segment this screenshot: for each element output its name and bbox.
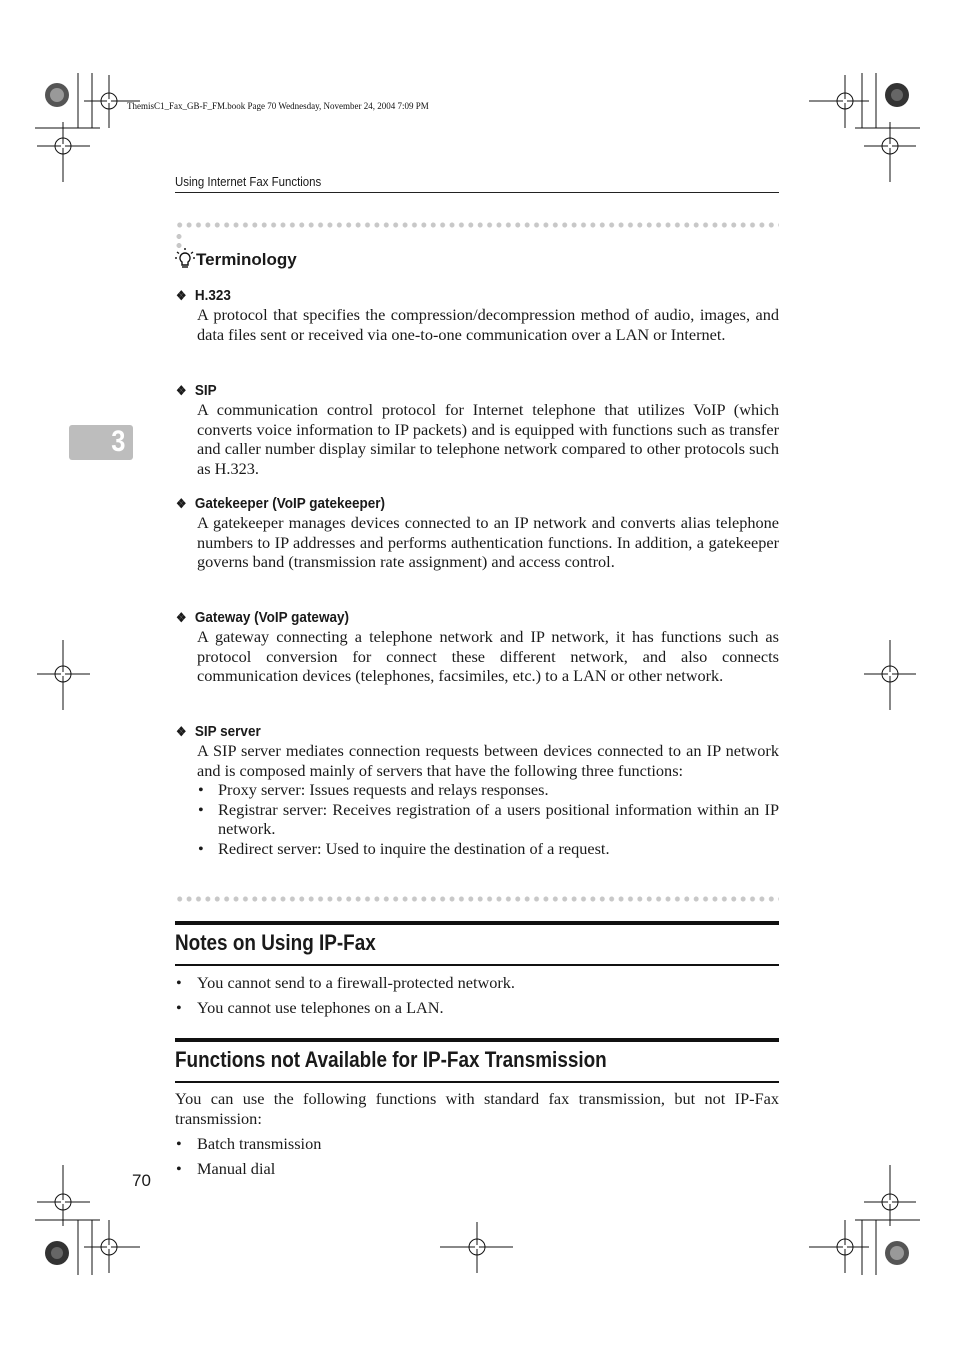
term-name: SIP server	[194, 723, 261, 740]
diamond-bullet-icon: ❖	[176, 495, 187, 511]
chapter-tab	[69, 425, 133, 460]
chapter-number: 3	[111, 425, 126, 458]
functions-intro: You can use the following functions with standard fax transmission, but not IP-Fax transmission:	[175, 1089, 779, 1128]
term-sip	[176, 382, 779, 478]
term-definition: A protocol that specifies the compression/decompression method of audio, images, and data files sent or received via one-to-one communication over a LAN or Internet.	[197, 305, 779, 344]
term-definition: A SIP server mediates connection requests between devices connected to an IP network and is composed mainly of servers that have the following three functions:	[197, 741, 779, 780]
term-definition: A communication control protocol for Internet telephone that utilizes VoIP (which converts voice information to IP packets) and is equipped with functions such as transfer and caller number display similar to telephone network compared to other protocols such as H.323.	[197, 400, 779, 478]
term-gateway	[176, 609, 779, 686]
diamond-bullet-icon: ❖	[176, 382, 187, 398]
section-top-bar	[175, 1038, 779, 1042]
diamond-bullet-icon: ❖	[176, 287, 187, 303]
term-definition: A gatekeeper manages devices connected to an IP network and converts alias telephone numbers to IP addresses and performs authentication functions. In addition, a gatekeeper governs band (transmission rate assignment) and access control.	[197, 513, 779, 572]
section-underline	[175, 964, 779, 966]
running-header: Using Internet Fax Functions	[175, 174, 322, 189]
list-item: • Redirect server: Used to inquire the destination of a request.	[197, 839, 779, 859]
list-item: • Batch transmission	[176, 1134, 322, 1153]
term-gatekeeper	[176, 495, 779, 572]
term-name: Gatekeeper (VoIP gatekeeper)	[194, 495, 385, 512]
lightbulb-icon	[175, 248, 195, 270]
page-number: 70	[132, 1171, 151, 1190]
sip-server-function-list	[197, 780, 779, 858]
dotted-rule-top	[175, 222, 779, 228]
print-header: ThemisC1_Fax_GB-F_FM.book Page 70 Wednesday, November 24, 2004 7:09 PM	[127, 101, 429, 111]
section-title-functions: Functions not Available for IP-Fax Transmission	[175, 1047, 607, 1072]
diamond-bullet-icon: ❖	[176, 723, 187, 739]
section-underline	[175, 1081, 779, 1083]
list-item: • Registrar server: Receives registration of a users positional information within an IP network.	[197, 800, 779, 839]
diamond-bullet-icon: ❖	[176, 609, 187, 625]
term-h323	[176, 287, 779, 344]
list-item: • Manual dial	[176, 1159, 276, 1178]
terminology-title: Terminology	[196, 250, 297, 269]
term-definition: A gateway connecting a telephone network and IP network, it has functions such as protocol conversion for connect these different network, and also connects communication devices (telephones, facsimiles, etc.) to a LAN or other network.	[197, 627, 779, 686]
section-title-notes: Notes on Using IP-Fax	[175, 930, 376, 955]
list-item: • Proxy server: Issues requests and relays responses.	[197, 780, 779, 800]
term-name: Gateway (VoIP gateway)	[194, 609, 349, 626]
dotted-rule-bottom	[175, 896, 779, 902]
header-rule	[175, 192, 779, 193]
term-sip-server	[176, 723, 779, 859]
section-top-bar	[175, 921, 779, 925]
list-item: • You cannot send to a firewall-protected network.	[176, 973, 516, 992]
term-name: SIP	[194, 382, 217, 399]
list-item: • You cannot use telephones on a LAN.	[176, 998, 444, 1017]
term-name: H.323	[194, 287, 231, 304]
